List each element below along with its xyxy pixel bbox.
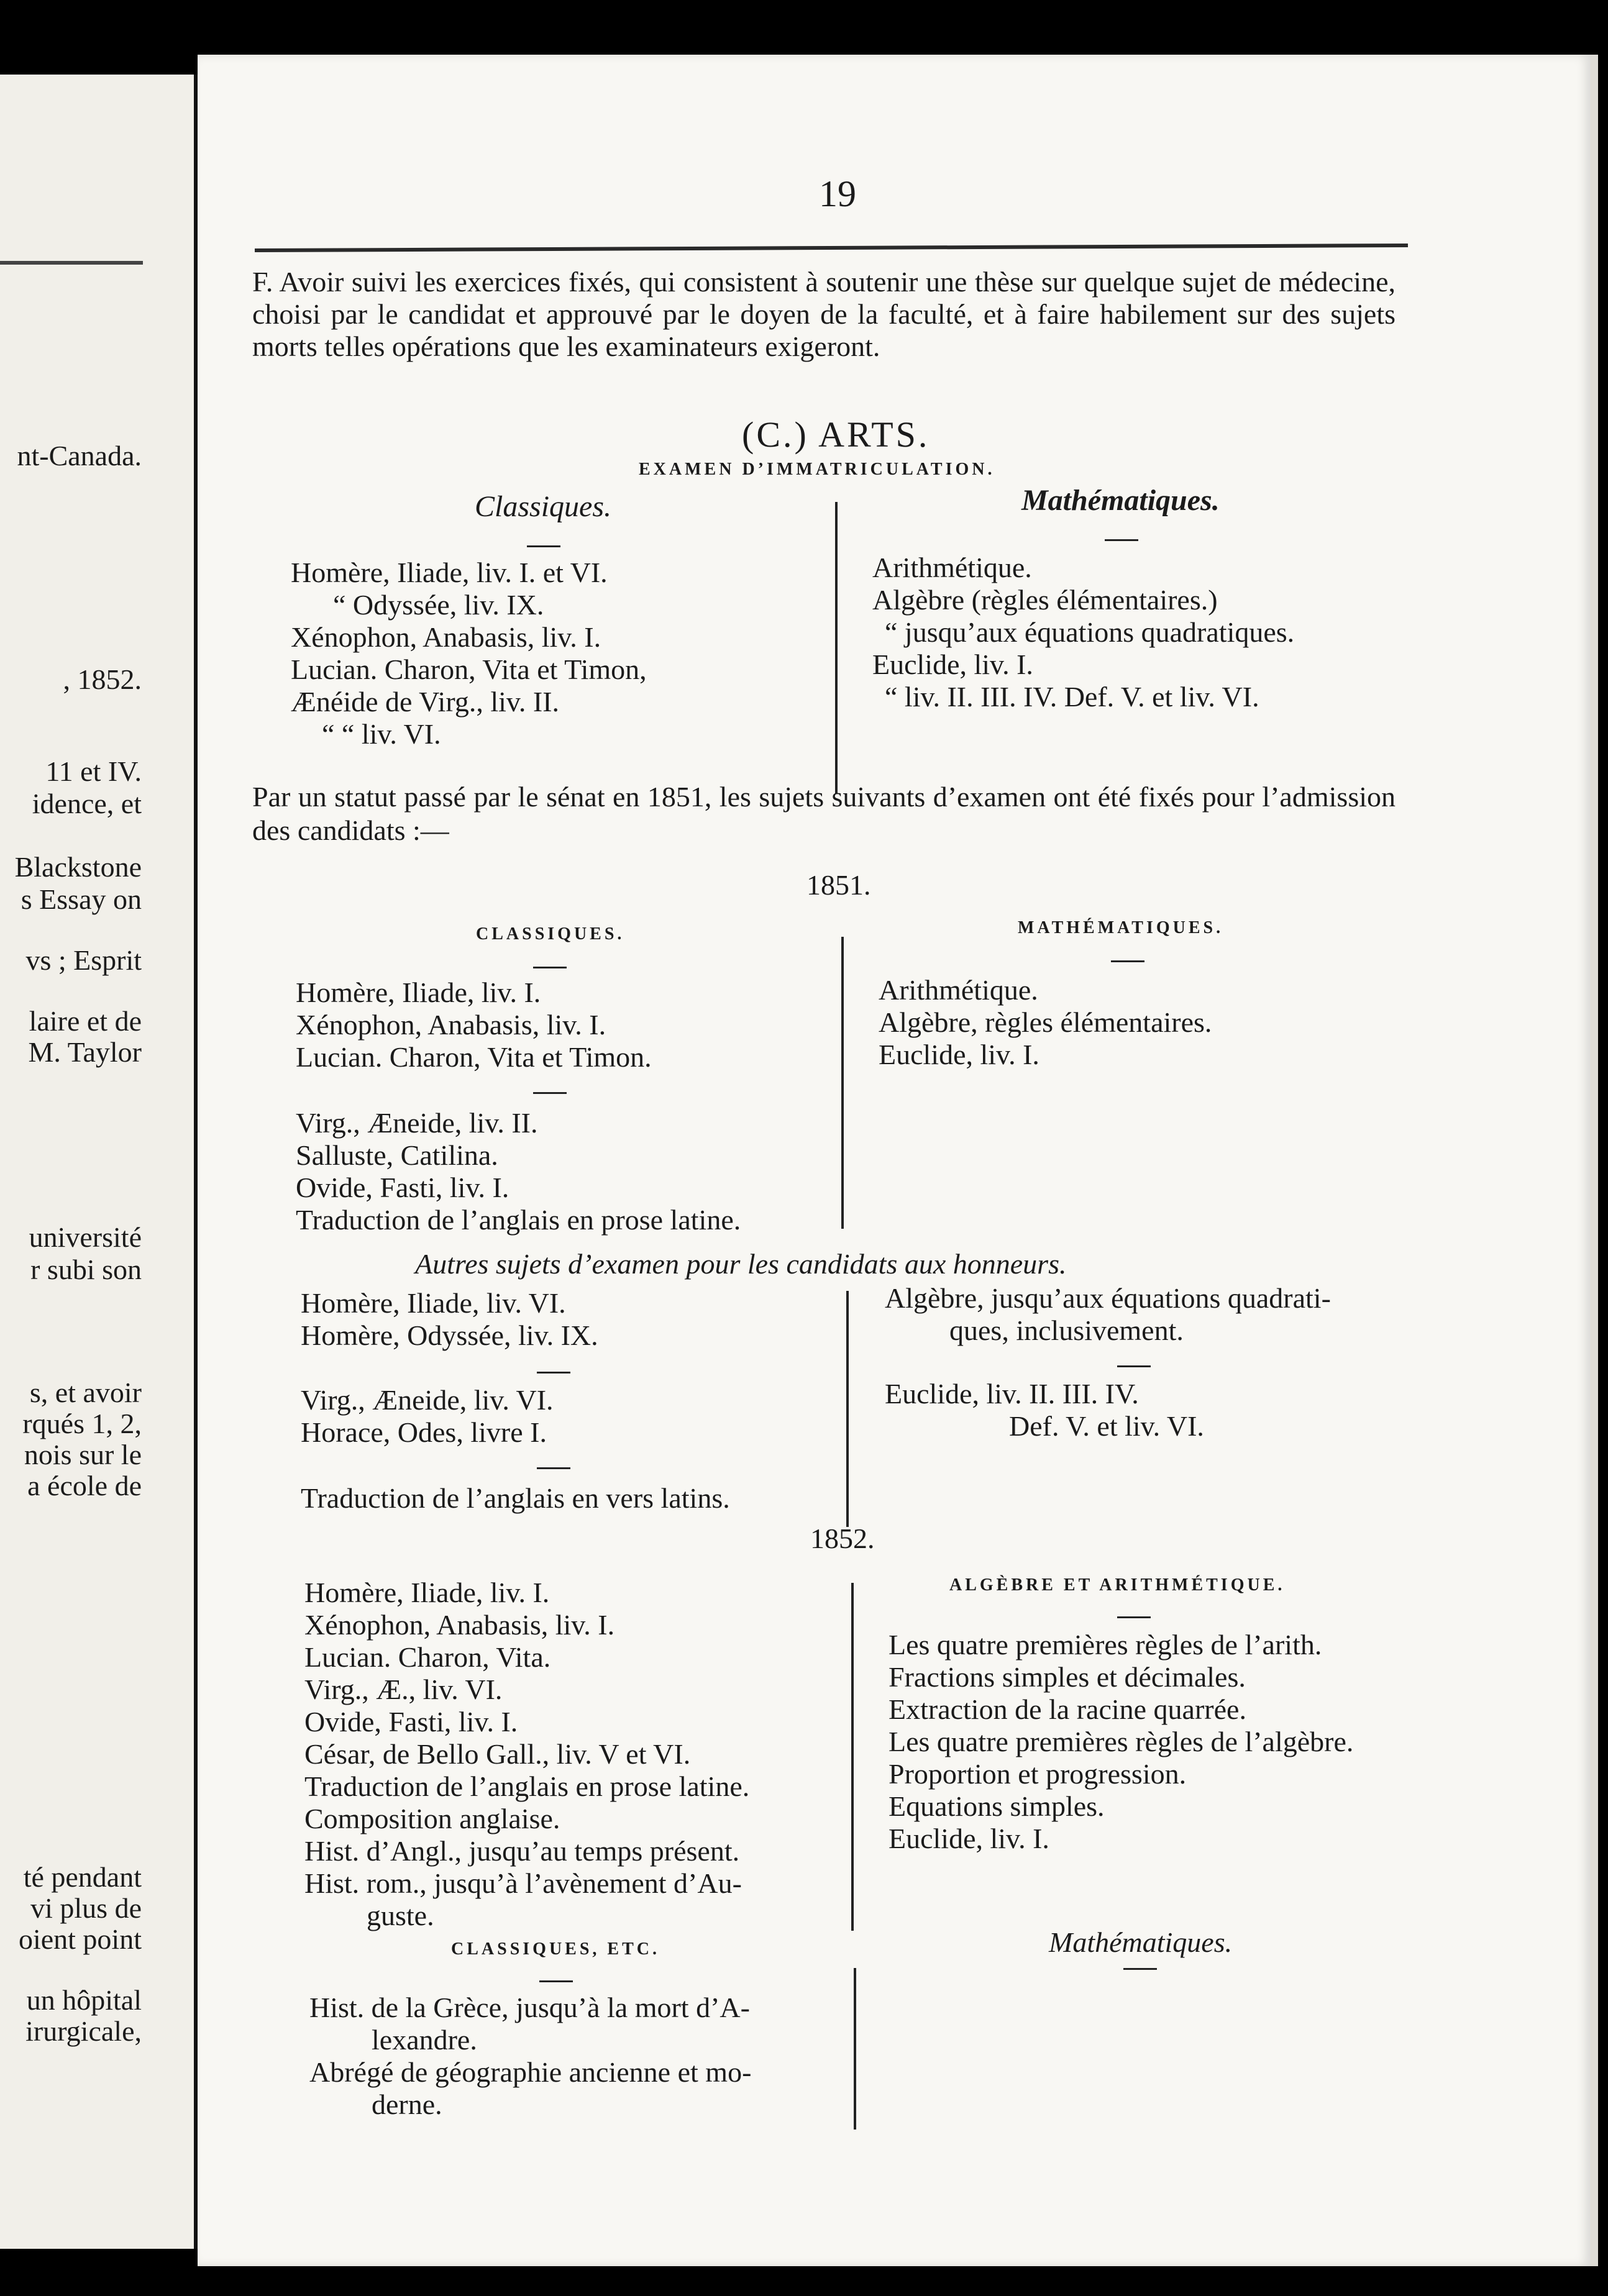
1852-left-item: Hist. rom., jusqu’à l’avènement d’Au- (304, 1867, 742, 1899)
matric-left-item: Lucian. Charon, Vita et Timon, (291, 654, 647, 685)
1851-right-item: Euclide, liv. I. (879, 1039, 1039, 1070)
classiques-etc-heading: CLASSIQUES, ETC. (451, 1939, 660, 1959)
1852-right-item: Extraction de la racine quarrée. (889, 1693, 1246, 1725)
left-line: vi plus de (30, 1892, 142, 1924)
year-1852: 1852. (810, 1523, 875, 1554)
classiques-heading-1851: CLASSIQUES. (476, 924, 625, 944)
column-divider (851, 1583, 854, 1931)
1851-right-item: Algèbre, règles élémentaires. (879, 1006, 1212, 1038)
left-line: rqués 1, 2, (22, 1408, 142, 1439)
1851-left-item: Virg., Æneide, liv. II. (296, 1107, 538, 1139)
matric-left-item: “ “ liv. VI. (322, 718, 441, 750)
matric-right-item: “ jusqu’aux équations quadratiques. (885, 616, 1295, 648)
classiques-etc-item: derne. (372, 2089, 442, 2120)
left-line: 11 et IV. (45, 755, 142, 787)
1852-left-item: César, de Bello Gall., liv. V et VI. (304, 1738, 691, 1770)
matric-right-item: Algèbre (règles élémentaires.) (872, 584, 1218, 616)
1851-left-item: Traduction de l’anglais en prose latine. (296, 1204, 741, 1236)
left-line: s Essay on (21, 883, 142, 915)
left-page-fragment (0, 75, 198, 2249)
1852-left-item: Composition anglaise. (304, 1803, 560, 1834)
matric-right-item: “ liv. II. III. IV. Def. V. et liv. VI. (885, 681, 1259, 713)
dash (539, 1980, 573, 1982)
paragraph-f: F. Avoir suivi les exercices fixés, qui consistent à soutenir une thèse sur quelque sujet de médecine, choisi par le candidat et approuvé par le doyen de la faculté, et à faire habilement sur des sujets morts telles opérations que les examinateurs exigeront. (252, 266, 1396, 362)
1852-right-item: Equations simples. (889, 1790, 1105, 1822)
1852-left-item: Ovide, Fasti, liv. I. (304, 1706, 518, 1738)
1851-left-item: Xénophon, Anabasis, liv. I. (296, 1009, 606, 1041)
year-1851: 1851. (806, 869, 871, 901)
left-line: a école de (27, 1470, 142, 1501)
dash (537, 1467, 570, 1469)
1852-left-item: Lucian. Charon, Vita. (304, 1641, 551, 1673)
honneurs-left-item: Traduction de l’anglais en vers latins. (301, 1482, 730, 1514)
honneurs-heading: Autres sujets d’examen pour les candidats aux honneurs. (415, 1248, 1067, 1280)
matric-left-item: “ Odyssée, liv. IX. (333, 589, 544, 621)
classiques-heading: Classiques. (475, 490, 612, 523)
dash (537, 1372, 570, 1374)
honneurs-left-item: Horace, Odes, livre I. (301, 1416, 547, 1448)
dash (1111, 960, 1144, 962)
1851-left-item: Salluste, Catilina. (296, 1139, 498, 1171)
book-page (198, 55, 1598, 2266)
left-line: irurgicale, (25, 2015, 142, 2047)
section-title: (C.) ARTS. (742, 414, 930, 455)
left-line: s, et avoir (29, 1377, 142, 1408)
paragraph-statut: Par un statut passé par le sénat en 1851, les sujets suivants d’examen ont été fixés pour l’admission des candidats :— (252, 781, 1396, 846)
matric-right-item: Euclide, liv. I. (872, 649, 1033, 680)
1851-left-item: Lucian. Charon, Vita et Timon. (296, 1041, 652, 1073)
left-line: nois sur le (24, 1439, 142, 1470)
page-number: 19 (819, 173, 856, 214)
left-line: M. Taylor (28, 1036, 142, 1068)
matric-left-item: Xénophon, Anabasis, liv. I. (291, 621, 601, 653)
dash (527, 545, 560, 547)
dash (1123, 1968, 1157, 1970)
header-rule (255, 244, 1408, 252)
1852-left-item: Traduction de l’anglais en prose latine. (304, 1770, 750, 1802)
matric-left-item: Homère, Iliade, liv. I. et VI. (291, 557, 608, 588)
left-line: un hôpital (26, 1984, 142, 2016)
honneurs-left-item: Virg., Æneide, liv. VI. (301, 1384, 554, 1416)
matric-left-item: Ænéide de Virg., liv. II. (291, 686, 560, 718)
left-line: université (29, 1221, 142, 1253)
honneurs-left-item: Homère, Odyssée, liv. IX. (301, 1319, 598, 1351)
classiques-etc-item: Hist. de la Grèce, jusqu’à la mort d’A- (309, 1992, 750, 2023)
1851-left-item: Ovide, Fasti, liv. I. (296, 1172, 509, 1203)
dash (1105, 539, 1138, 541)
1852-right-item: Les quatre premières règles de l’arith. (889, 1629, 1322, 1660)
left-line: laire et de (29, 1005, 142, 1037)
mathematiques-heading-1851: MATHÉMATIQUES. (1018, 918, 1224, 937)
classiques-etc-item: lexandre. (372, 2024, 477, 2056)
honneurs-right-item: Euclide, liv. II. III. IV. (885, 1378, 1139, 1410)
1852-left-item: Hist. d’Angl., jusqu’au temps présent. (304, 1835, 740, 1867)
left-line: nt-Canada. (17, 440, 142, 472)
honneurs-right-item: Def. V. et liv. VI. (1009, 1410, 1204, 1442)
left-line: , 1852. (63, 663, 142, 695)
honneurs-right-item: Algèbre, jusqu’aux équations quadrati- (885, 1282, 1331, 1314)
mathematiques-heading-1852: Mathématiques. (1049, 1926, 1233, 1958)
left-rule (0, 261, 143, 265)
dash (533, 967, 567, 968)
dash (1117, 1616, 1151, 1618)
left-line: idence, et (32, 788, 142, 819)
1852-right-item: Fractions simples et décimales. (889, 1661, 1246, 1693)
left-line: Blackstone (14, 851, 142, 883)
dash (1117, 1365, 1151, 1367)
1852-left-item: Homère, Iliade, liv. I. (304, 1577, 550, 1608)
matric-right-item: Arithmétique. (872, 552, 1032, 583)
1852-right-item: Proportion et progression. (889, 1758, 1187, 1790)
column-divider (846, 1291, 849, 1527)
classiques-etc-item: Abrégé de géographie ancienne et mo- (309, 2056, 752, 2088)
1852-right-item: Les quatre premières règles de l’algèbre. (889, 1726, 1354, 1757)
left-line: té pendant (23, 1861, 142, 1893)
column-divider (835, 502, 838, 794)
1851-right-item: Arithmétique. (879, 974, 1038, 1006)
column-divider (854, 1968, 856, 2130)
left-line: oient point (18, 1923, 142, 1955)
left-line: vs ; Esprit (25, 944, 142, 976)
examen-heading: EXAMEN D’IMMATRICULATION. (639, 460, 995, 479)
dash (533, 1092, 567, 1094)
mathematiques-heading: Mathématiques. (1021, 484, 1220, 517)
algebre-heading-1852: ALGÈBRE ET ARITHMÉTIQUE. (949, 1575, 1286, 1595)
honneurs-right-item: ques, inclusivement. (949, 1314, 1184, 1346)
honneurs-left-item: Homère, Iliade, liv. VI. (301, 1287, 566, 1319)
1852-left-item: Xénophon, Anabasis, liv. I. (304, 1609, 615, 1641)
column-divider (841, 937, 844, 1229)
1852-left-item: Virg., Æ., liv. VI. (304, 1674, 503, 1705)
left-line: r subi son (30, 1254, 142, 1285)
1851-left-item: Homère, Iliade, liv. I. (296, 977, 541, 1008)
1852-right-item: Euclide, liv. I. (889, 1823, 1049, 1854)
1852-left-item: guste. (367, 1900, 434, 1931)
